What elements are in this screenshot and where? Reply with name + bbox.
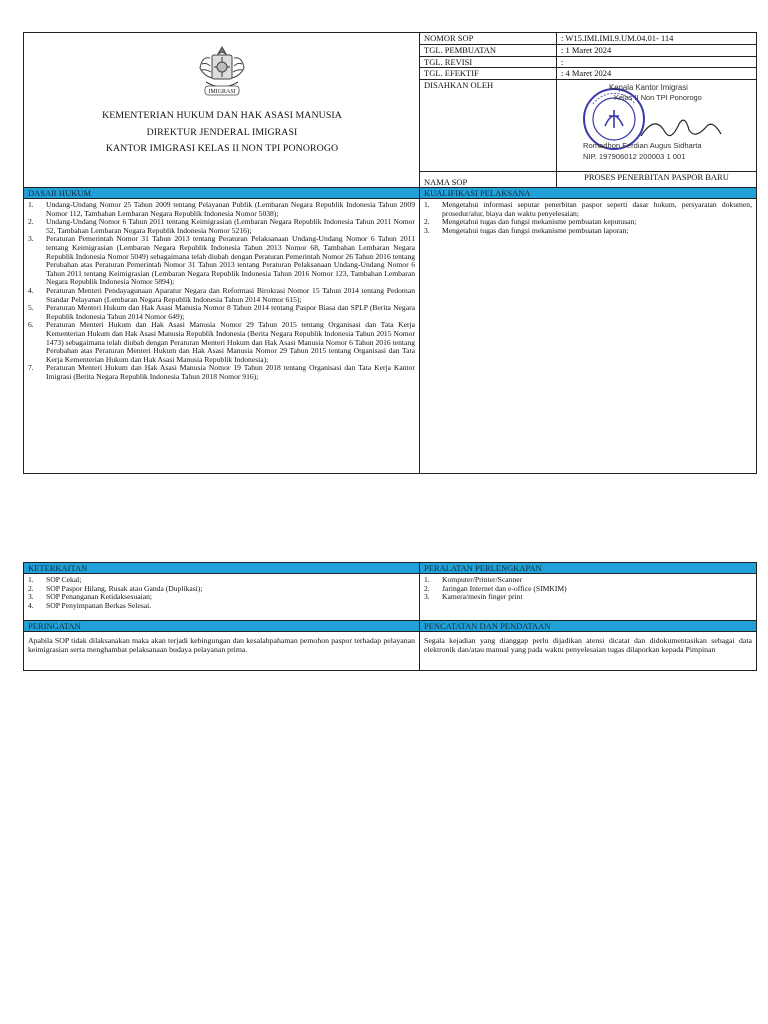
office-name: KANTOR IMIGRASI KELAS II NON TPI PONOROGO: [105, 143, 339, 154]
list-item: 1. Komputer/Printer/Scanner: [424, 575, 523, 584]
field-value: :: [557, 56, 757, 68]
peringatan-text: Apabila SOP tidak dilaksanakan maka akan terjadi kebingungan dan kesalahpahaman pemohon paspor terhadap pelayanan keimigrasian serta menghambat pelaksanaan budaya pelayanan prima.: [24, 632, 420, 671]
peralatan-content: [420, 574, 757, 621]
list-item: 2. Mengetahui tugas dan fungsi mekanisme pembuatan keputusan;: [424, 217, 637, 227]
list-item: 2. Undang-Undang Nomor 6 Tahun 2011 tentang Keimigrasian (Lembaran Negara Republik Indonesia Tahun 2011 Nomor 52, Tambahan Lembaran Negara Republik Indonesia Nomor 5216);: [28, 217, 415, 235]
field-label: TGL. PEMBUATAN: [420, 44, 557, 56]
list-item: 1. Undang-Undang Nomor 25 Tahun 2009 tentang Pelayanan Publik (Lembaran Negara Republik Indonesia Tahun 2009 Nomor 112, Tambahan Lembaran Negara Republik Indonesia Nomor 5038);: [28, 200, 415, 218]
list-item: 6. Peraturan Menteri Hukum dan Hak Asasi Manusia Nomor 29 Tahun 2015 tentang Organisasi dan Tata Kerja Kementerian Hukum dan Hak Asasi Manusia Republik Indonesia (Berita Negara Republik Indonesia Tahun 2015 Nomor 1473) sebagaimana telah diubah dengan Peraturan Menteri Hukum dan Hak Asasi Manusia Nomor 6 Tahun 2016 tentang Perubahan atas Peraturan Menteri Hukum dan Hak Asasi Manusia Nomor 29 Tahun 2015 tentang Organisasi dan Tata Kerja Kementerian Hukum dan Hak Asasi Manusia Republik Indonesia);: [28, 320, 415, 364]
sop-name-value: PROSES PENERBITAN PASPOR BARU: [557, 171, 757, 187]
approver-nip: NIP. 197906012 200003 1 001: [583, 152, 686, 161]
approver-title-1: Kepala Kantor Imigrasi: [609, 83, 688, 92]
field-value: : W15.IMI.IMI.9.UM.04.01- 114: [557, 33, 757, 45]
approver-name: Romadhon Ferdian Augus Sidharta: [583, 141, 702, 150]
dasar-hukum-header: DASAR HUKUM: [24, 188, 420, 199]
keterkaitan-header: KETERKAITAN: [24, 563, 420, 574]
field-label: TGL. REVISI: [420, 56, 557, 68]
approved-by-label: DISAHKAN OLEH: [420, 80, 557, 172]
garuda-emblem-icon: [196, 42, 248, 100]
list-item: 3. Kamera/mesin finger print: [424, 592, 523, 602]
list-item: 3. Mengetahui tugas dan fungsi mekanisme pembuatan laporan;: [424, 225, 629, 235]
related-info-table: [23, 562, 757, 671]
institution-block: [24, 33, 420, 188]
list-item: 5. Peraturan Menteri Hukum dan Hak Asasi Manusia Nomor 8 Tahun 2014 tentang Paspor Biasa dan SPLP (Berita Negara Republik Indonesia Tahun 2014 Nomor 649);: [28, 303, 415, 321]
legal-basis-table: [23, 187, 757, 474]
list-item: 4. SOP Penyimpanan Berkas Selesai.: [28, 600, 152, 610]
approval-block: [557, 80, 757, 172]
peralatan-header: PERALATAN PERLENGKAPAN: [420, 563, 757, 574]
keterkaitan-content: [24, 574, 420, 621]
dasar-hukum-content: [24, 199, 420, 474]
sop-header-table: [23, 32, 757, 188]
directorate-name: DIREKTUR JENDERAL IMIGRASI: [146, 127, 298, 138]
field-value: : 4 Maret 2024: [557, 68, 757, 80]
list-item: 7. Peraturan Menteri Hukum dan Hak Asasi Manusia Nomor 19 Tahun 2018 tentang Organisasi dan Tata Kerja Kantor Imigrasi (Berita Negara Republik Indonesia Tahun 2018 Nomor 916);: [28, 363, 415, 381]
emblem-text: IMIGRASI: [208, 89, 236, 95]
list-item: 1. SOP Cekal;: [28, 575, 82, 584]
list-item: 4. Peraturan Menteri Pendayagunaan Aparatur Negara dan Reformasi Birokrasi Nomor 15 Tahun 2014 tentang Pedoman Standar Pelayanan (Lembaran Negara Republik Indonesia Tahun 2014 Nomor 615);: [28, 285, 415, 304]
list-item: 3. Peraturan Pemerintah Nomor 31 Tahun 2013 tentang Peraturan Pelaksanaan Undang-Undang Nomor 6 Tahun 2011 tentang Keimigrasian (Lembaran Negara Republik Indonesia Tahun 2013 Nomor 68, Tambahan Lembaran Negara Republik Indonesia Nomor 5049) sebagaimana telah diubah dengan Peraturan Pemerintah Nomor 26 Tahun 2016 tentang Perubahan atas Peraturan Pemerintah Nomor 31 Tahun 2013 tentang Peraturan Pelaksanaan Undang-Undang Nomor 6 Tahun 2011 tentang Keimigrasian (Lembaran Negara Republik Indonesia Tahun 2016 Nomor 123, Tambahan Lembaran Negara Republik Indonesia Nomor 5894);: [28, 234, 415, 287]
list-item: 1. Mengetahui informasi seputar penerbitan paspor seperti dasar hukum, persyaratan dokumen, prosedur/alur, biaya dan waktu penyelesaian;: [424, 200, 752, 218]
list-item: 2. Jaringan Internet dan e-office (SIMKIM): [424, 583, 567, 593]
sop-name-label: NAMA SOP: [420, 171, 557, 187]
list-item: 3. SOP Penanganan Ketidaksesuaian;: [28, 592, 153, 602]
pencatatan-text: Segala kejadian yang dianggap perlu dijadikan atensi dicatat dan didokumentasikan sebagai data elektronik dan/atau manual yang pada waktu penyelesaian tugas dilaporkan kepada Pimpinan: [420, 632, 757, 671]
field-value: : 1 Maret 2024: [557, 44, 757, 56]
field-label: TGL. EFEKTIF: [420, 68, 557, 80]
ministry-name: KEMENTERIAN HUKUM DAN HAK ASASI MANUSIA: [102, 110, 342, 121]
kualifikasi-content: [420, 199, 757, 474]
field-label: NOMOR SOP: [420, 33, 557, 45]
pencatatan-header: PENCATATAN DAN PENDATAAN: [420, 621, 757, 632]
kualifikasi-header: KUALIFIKASI PELAKSANA: [420, 188, 757, 199]
peringatan-header: PERINGATAN: [24, 621, 420, 632]
list-item: 2. SOP Paspor Hilang, Rusak atau Ganda (Duplikasi);: [28, 583, 203, 593]
approver-title-2: Kelas II Non TPI Ponorogo: [614, 93, 702, 102]
